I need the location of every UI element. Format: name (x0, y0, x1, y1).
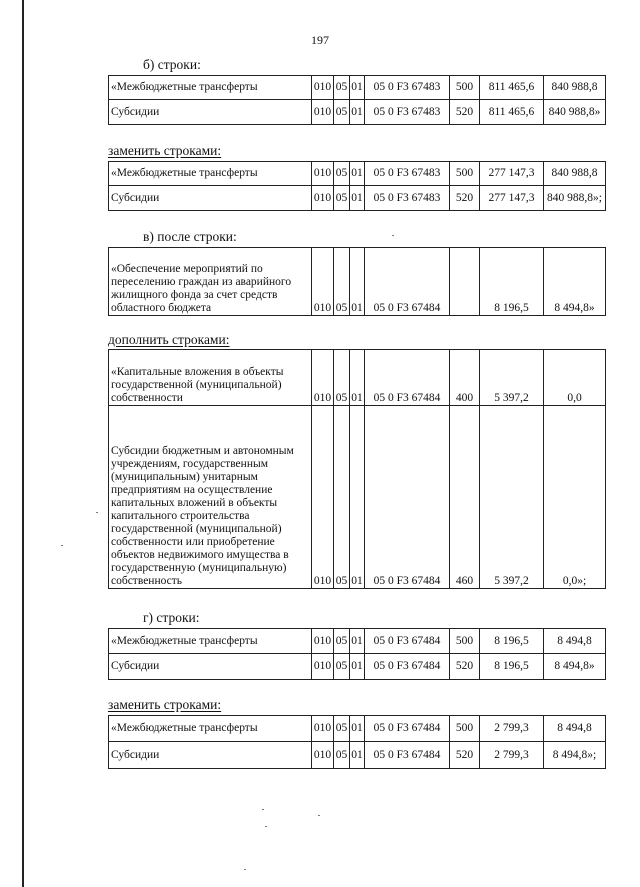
row-name: «Межбюджетные трансферты (109, 716, 312, 742)
row-c3: 01 (350, 742, 365, 769)
row-code: 05 0 F3 67484 (365, 406, 450, 589)
row-vr: 520 (450, 654, 480, 680)
row-value-2: 840 988,8» (544, 100, 606, 125)
row-value-2: 840 988,8 (544, 162, 606, 186)
row-c2: 05 (334, 100, 350, 125)
row-code: 05 0 F3 67484 (365, 248, 450, 316)
page-number: 197 (311, 33, 329, 47)
row-c2: 05 (334, 654, 350, 680)
row-code: 05 0 F3 67483 (365, 76, 450, 100)
row-c1: 010 (312, 186, 334, 211)
table-add (108, 349, 606, 589)
scan-speck (318, 815, 320, 816)
row-c1: 010 (312, 742, 334, 769)
table-b (108, 75, 606, 125)
scan-speck (262, 809, 264, 810)
row-c2: 05 (334, 248, 350, 316)
page-margin-line (22, 0, 24, 887)
table-v (108, 247, 606, 316)
row-c2: 05 (334, 406, 350, 589)
row-value-1: 2 799,3 (480, 716, 544, 742)
section-label-replace-1: заменить строками: (108, 143, 222, 158)
table-row (109, 742, 606, 769)
row-code: 05 0 F3 67483 (365, 100, 450, 125)
row-c1: 010 (312, 716, 334, 742)
row-code: 05 0 F3 67484 (365, 654, 450, 680)
row-c1: 010 (312, 654, 334, 680)
row-c3: 01 (350, 629, 365, 654)
table-replace-1 (108, 161, 606, 211)
row-code: 05 0 F3 67483 (365, 162, 450, 186)
row-c1: 010 (312, 162, 334, 186)
row-c2: 05 (334, 76, 350, 100)
row-value-1: 8 196,5 (480, 629, 544, 654)
row-vr (450, 248, 480, 316)
row-c1: 010 (312, 100, 334, 125)
table-row (109, 162, 606, 186)
row-vr: 520 (450, 100, 480, 125)
row-name: Субсидии (109, 100, 312, 125)
row-c2: 05 (334, 350, 350, 406)
row-c2: 05 (334, 186, 350, 211)
row-value-1: 811 465,6 (480, 76, 544, 100)
row-value-2: 8 494,8 (544, 629, 606, 654)
row-vr: 520 (450, 186, 480, 211)
row-name: «Обеспечение мероприятий по переселению граждан из аварийного жилищного фонда за счет средств областного бюджета (109, 248, 312, 316)
row-c1: 010 (312, 406, 334, 589)
row-value-2: 0,0 (544, 350, 606, 406)
row-vr: 460 (450, 406, 480, 589)
row-value-1: 2 799,3 (480, 742, 544, 769)
table-row (109, 248, 606, 316)
row-value-1: 8 196,5 (480, 248, 544, 316)
row-value-2: 840 988,8 (544, 76, 606, 100)
row-name: «Межбюджетные трансферты (109, 162, 312, 186)
table-row (109, 350, 606, 406)
row-c3: 01 (350, 716, 365, 742)
row-vr: 500 (450, 716, 480, 742)
row-name: «Межбюджетные трансферты (109, 629, 312, 654)
table-row (109, 654, 606, 680)
row-value-2: 8 494,8»; (544, 742, 606, 769)
row-name: Субсидии бюджетным и автономным учреждениям, государственным (муниципальным) унитарным предприятиям на осуществление капитальных вложений в объекты капитального строительства государственной (муниципальной) собственности или приобретение объектов недвижимого имущества в государственную (муниципальную) собственность (109, 406, 312, 589)
table-g (108, 628, 606, 680)
row-c1: 010 (312, 76, 334, 100)
row-name: «Межбюджетные трансферты (109, 76, 312, 100)
row-c1: 010 (312, 248, 334, 316)
row-c3: 01 (350, 350, 365, 406)
row-c1: 010 (312, 350, 334, 406)
row-c3: 01 (350, 186, 365, 211)
row-c2: 05 (334, 716, 350, 742)
row-c3: 01 (350, 654, 365, 680)
row-c3: 01 (350, 76, 365, 100)
table-row (109, 100, 606, 125)
section-label-add: дополнить строками: (108, 332, 230, 347)
row-value-1: 811 465,6 (480, 100, 544, 125)
section-label-v: в) после строки: (143, 229, 237, 244)
row-value-1: 5 397,2 (480, 406, 544, 589)
row-value-2: 0,0»; (544, 406, 606, 589)
row-code: 05 0 F3 67484 (365, 716, 450, 742)
row-value-1: 8 196,5 (480, 654, 544, 680)
row-vr: 400 (450, 350, 480, 406)
row-c3: 01 (350, 100, 365, 125)
row-value-2: 8 494,8 (544, 716, 606, 742)
row-name: «Капитальные вложения в объекты государственной (муниципальной) собственности (109, 350, 312, 406)
scan-speck (265, 826, 267, 827)
table-replace-2 (108, 715, 606, 769)
scan-speck (96, 512, 98, 513)
row-name: Субсидии (109, 742, 312, 769)
section-label-replace-2: заменить строками: (108, 697, 222, 712)
row-c3: 01 (350, 406, 365, 589)
row-value-1: 277 147,3 (480, 162, 544, 186)
row-code: 05 0 F3 67484 (365, 350, 450, 406)
row-value-1: 277 147,3 (480, 186, 544, 211)
row-code: 05 0 F3 67484 (365, 629, 450, 654)
table-row (109, 186, 606, 211)
row-c2: 05 (334, 742, 350, 769)
row-code: 05 0 F3 67484 (365, 742, 450, 769)
row-c2: 05 (334, 629, 350, 654)
row-vr: 500 (450, 162, 480, 186)
row-value-2: 8 494,8» (544, 654, 606, 680)
row-name: Субсидии (109, 186, 312, 211)
table-row (109, 716, 606, 742)
table-row (109, 76, 606, 100)
row-name: Субсидии (109, 654, 312, 680)
scan-speck (244, 869, 246, 870)
scan-speck (392, 235, 394, 236)
row-code: 05 0 F3 67483 (365, 186, 450, 211)
row-c1: 010 (312, 629, 334, 654)
row-vr: 500 (450, 629, 480, 654)
row-c3: 01 (350, 248, 365, 316)
row-c3: 01 (350, 162, 365, 186)
table-row (109, 406, 606, 589)
section-label-b: б) строки: (143, 57, 201, 72)
row-c2: 05 (334, 162, 350, 186)
section-label-g: г) строки: (143, 610, 200, 625)
row-vr: 500 (450, 76, 480, 100)
row-value-2: 840 988,8»; (544, 186, 606, 211)
row-value-2: 8 494,8» (544, 248, 606, 316)
row-vr: 520 (450, 742, 480, 769)
table-row (109, 629, 606, 654)
scan-speck (61, 545, 63, 546)
row-value-1: 5 397,2 (480, 350, 544, 406)
